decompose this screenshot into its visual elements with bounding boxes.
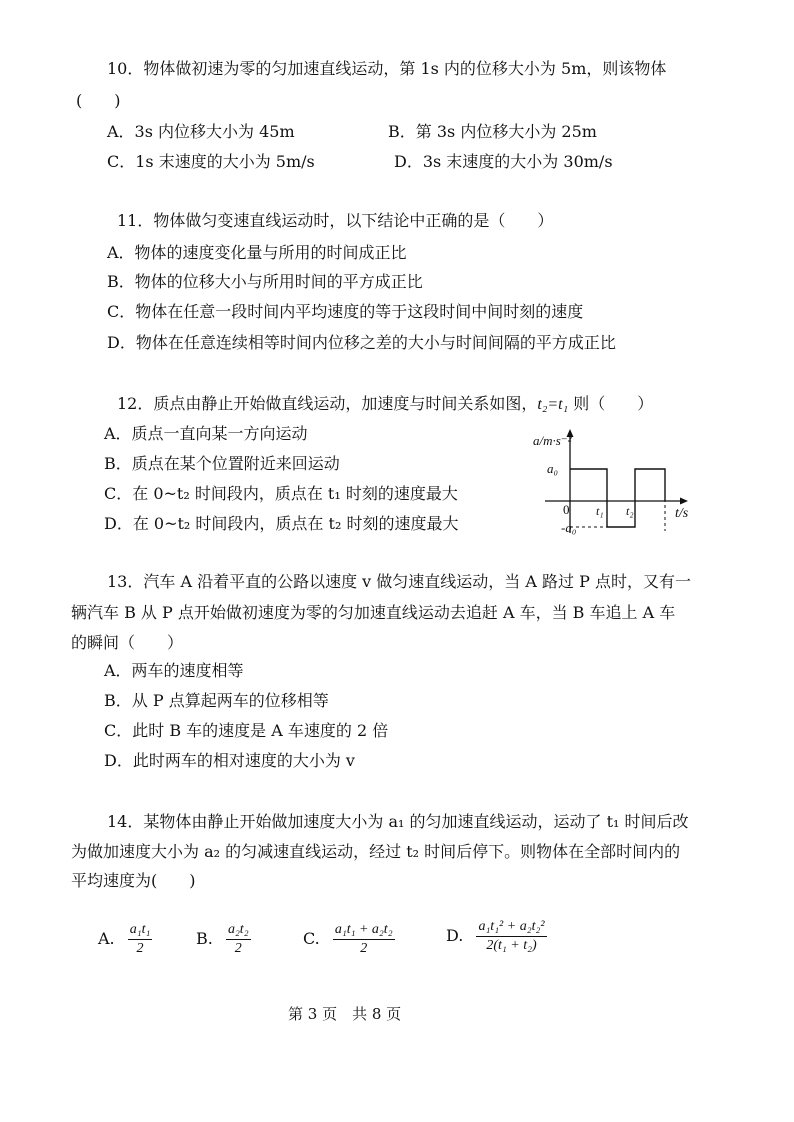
q14-option-b-numerator: a₂t₂: [226, 921, 251, 940]
q12-option-a: A．质点一直向某一方向运动: [104, 424, 308, 443]
q14-option-b-denominator: 2: [234, 941, 242, 956]
q10-answer-bracket: ( ): [76, 91, 121, 110]
q11-option-c: C．物体在任意一段时间内平均速度的等于这段时间中间时刻的速度: [107, 302, 584, 321]
q11-option-a: A．物体的速度变化量与所用的时间成正比: [107, 243, 407, 262]
q14-option-a-denominator: 2: [136, 941, 144, 956]
q14-option-d: [446, 918, 547, 955]
pos-level-label: a₀: [547, 461, 559, 476]
q13-option-c: C．此时 B 车的速度是 A 车速度的 2 倍: [104, 721, 389, 740]
q12-stem: [117, 393, 653, 416]
q14-option-b-fraction: [226, 921, 251, 958]
q13-option-a: A．两车的速度相等: [104, 661, 244, 680]
q14-option-c: [303, 921, 395, 958]
page-number: 第 3 页 共 8 页: [288, 1005, 402, 1023]
q14-option-d-fraction: [476, 918, 546, 955]
q14-option-a-numerator: a₁t₁: [128, 921, 153, 940]
q12-option-c: C．在 0~t₂ 时间段内，质点在 t₁ 时刻的速度最大: [104, 484, 458, 503]
q14-option-b: [196, 921, 251, 958]
q10-option-c: C．1s 末速度的大小为 5m/s: [107, 152, 315, 171]
q14-option-c-label: C.: [303, 929, 320, 948]
q13-stem-line2: 辆汽车 B 从 P 点开始做初速度为零的匀加速直线运动去追赶 A 车，当 B 车追上 A 车: [71, 603, 676, 622]
q14-option-a-label: A.: [98, 929, 115, 948]
origin-label: 0: [563, 502, 570, 517]
q12-stem-text: 12．质点由静止开始做直线运动，加速度与时间关系如图，: [117, 394, 538, 413]
q12-stem-bracket: 则（ ）: [568, 394, 654, 413]
q13-stem-line1: 13．汽车 A 沿着平直的公路以速度 v 做匀速直线运动，当 A 路过 P 点时，又有一: [107, 572, 691, 591]
q14-option-c-fraction: [333, 921, 395, 958]
q10-option-b: B．第 3s 内位移大小为 25m: [388, 122, 597, 141]
q10-stem-line1: 10．物体做初速为零的匀加速直线运动，第 1s 内的位移大小为 5m，则该物体: [107, 59, 667, 78]
q14-option-a-fraction: [128, 921, 153, 958]
q13-stem-line3: 的瞬间（ ）: [71, 633, 184, 652]
t1-label: t₁: [596, 504, 604, 518]
q14-option-a: [98, 921, 152, 958]
q14-option-d-label: D.: [446, 926, 464, 945]
q14-stem-line2: 为做加速度大小为 a₂ 的匀减速直线运动，经过 t₂ 时间后停下。则物体在全部时间内的: [71, 842, 681, 861]
q12-acceleration-time-graph: [525, 425, 705, 540]
q12-option-d: D．在 0~t₂ 时间段内，质点在 t₂ 时刻的速度最大: [104, 514, 459, 533]
x-axis-label: t/s: [675, 506, 689, 521]
neg-level-label: -a₀: [561, 520, 577, 535]
q14-stem-line3: 平均速度为( ): [71, 871, 196, 890]
q12-condition: t₂=t₁: [537, 396, 569, 413]
pulse-1: [570, 469, 607, 501]
q10-option-a: A．3s 内位移大小为 45m: [107, 122, 295, 141]
x-axis-arrow: [680, 498, 688, 505]
q11-option-b: B．物体的位移大小与所用时间的平方成正比: [107, 272, 423, 291]
y-axis-label: a/m·s⁻²: [533, 433, 572, 448]
q14-option-c-denominator: 2: [360, 941, 368, 956]
q10-option-d: D．3s 末速度的大小为 30m/s: [394, 152, 613, 171]
q14-option-c-numerator: a₁t₁ + a₂t₂: [333, 921, 395, 940]
q14-stem-line1: 14．某物体由静止开始做加速度大小为 a₁ 的匀加速直线运动，运动了 t₁ 时间后改: [107, 812, 689, 831]
q13-option-b: B．从 P 点算起两车的位移相等: [104, 691, 329, 710]
q14-option-d-denominator: 2(t₁ + t₂): [486, 938, 537, 953]
q14-option-d-numerator: a₁t₁² + a₂t₂²: [476, 918, 546, 937]
q12-option-b: B．质点在某个位置附近来回运动: [104, 454, 340, 473]
q11-stem: 11．物体做匀变速直线运动时，以下结论中正确的是（ ）: [117, 211, 554, 230]
q14-option-b-label: B.: [196, 929, 213, 948]
q13-option-d: D．此时两车的相对速度的大小为 v: [104, 751, 355, 770]
q11-option-d: D．物体在任意连续相等时间内位移之差的大小与时间间隔的平方成正比: [107, 333, 616, 352]
t2-label: t₂: [626, 504, 634, 518]
pulse-3: [635, 469, 665, 501]
